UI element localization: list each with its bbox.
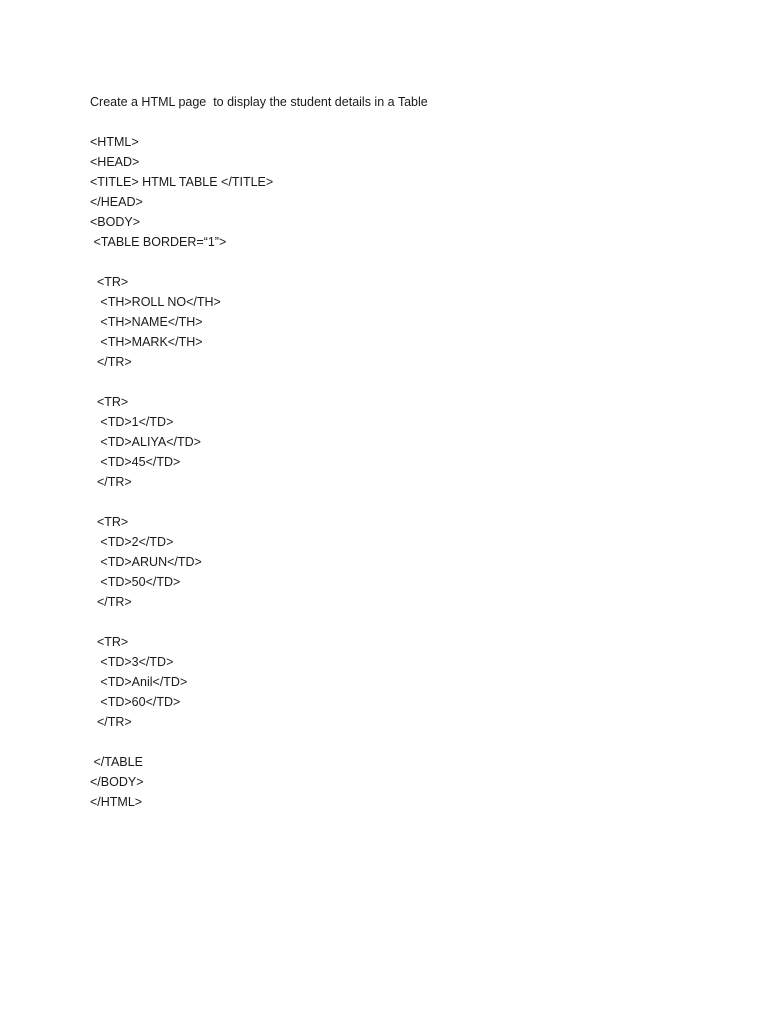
code-line: </TR> — [90, 715, 132, 729]
code-line: <TR> — [90, 275, 129, 289]
code-line: <TD>3</TD> — [90, 655, 174, 669]
blank-line — [90, 372, 428, 392]
code-line: <TITLE> HTML TABLE </TITLE> — [90, 175, 274, 189]
code-line: <TD>60</TD> — [90, 695, 181, 709]
code-line: <TD>Anil</TD> — [90, 675, 188, 689]
blank-line — [90, 492, 428, 512]
code-line: </TR> — [90, 595, 132, 609]
code-line: </TR> — [90, 475, 132, 489]
code-line: <TD>ARUN</TD> — [90, 555, 202, 569]
code-line: <TD>50</TD> — [90, 575, 181, 589]
code-line: <TH>ROLL NO</TH> — [90, 295, 221, 309]
code-line: <TR> — [90, 395, 129, 409]
code-line: <TR> — [90, 515, 129, 529]
blank-line — [90, 112, 428, 132]
blank-line — [90, 732, 428, 752]
code-line: <TR> — [90, 635, 129, 649]
code-line: <TH>NAME</TH> — [90, 315, 203, 329]
document-body — [90, 92, 428, 812]
code-line: <BODY> — [90, 215, 141, 229]
code-line: <TH>MARK</TH> — [90, 335, 203, 349]
code-line: <TABLE BORDER=“1”> — [90, 235, 227, 249]
code-line: </TR> — [90, 355, 132, 369]
blank-line — [90, 252, 428, 272]
code-line: </TABLE — [90, 755, 143, 769]
code-line: <TD>ALIYA</TD> — [90, 435, 201, 449]
code-line: <TD>45</TD> — [90, 455, 181, 469]
code-line: <HTML> — [90, 135, 139, 149]
blank-line — [90, 612, 428, 632]
document-title: Create a HTML page to display the student details in a Table — [90, 95, 428, 109]
code-line: </HEAD> — [90, 195, 143, 209]
code-line: <TD>2</TD> — [90, 535, 174, 549]
code-block — [90, 112, 428, 812]
code-line: </HTML> — [90, 795, 143, 809]
code-line: <TD>1</TD> — [90, 415, 174, 429]
code-line: </BODY> — [90, 775, 144, 789]
code-line: <HEAD> — [90, 155, 140, 169]
